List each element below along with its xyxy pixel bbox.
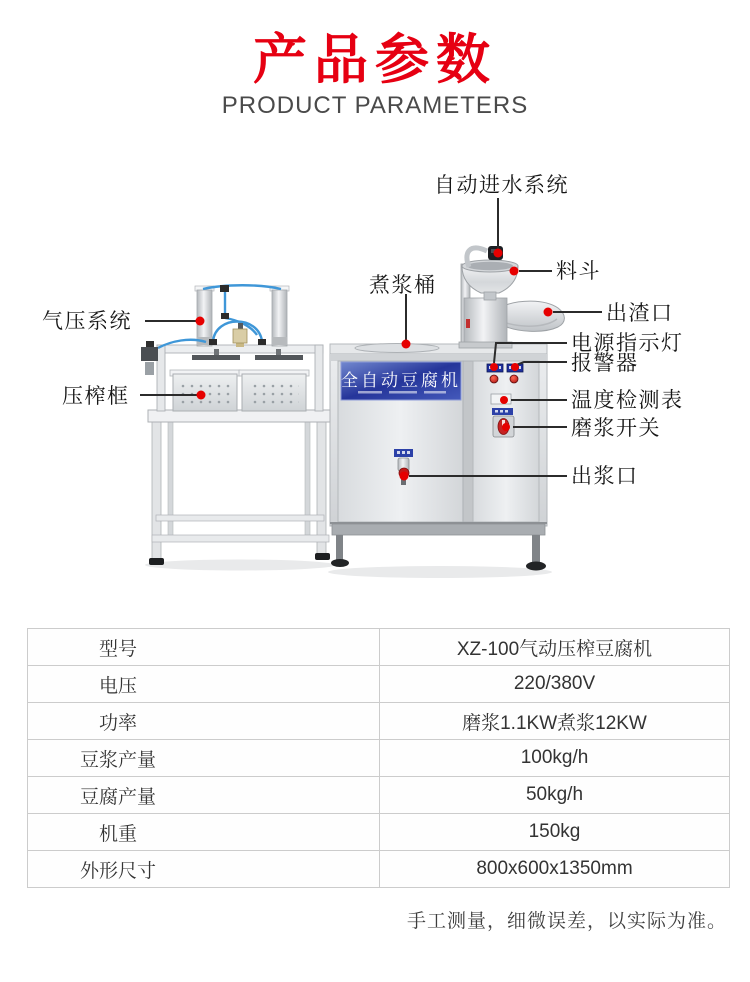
param-label: 豆腐产量 (79, 786, 156, 808)
pneumatic-tubes (158, 285, 281, 348)
alarm-led (510, 375, 518, 383)
cabinet-feet (331, 535, 546, 571)
cabinet-unit (330, 344, 547, 571)
param-label-cell (28, 666, 380, 703)
boiler-rim (355, 344, 439, 353)
label-power-light: 电源指示灯 (571, 332, 684, 355)
table-row (28, 629, 730, 666)
machine-panel-title: 全自动豆腐机 (341, 371, 461, 391)
brand-panel (341, 362, 461, 400)
param-label-cell (28, 814, 380, 851)
measurement-note: 手工测量，细微误差，以实际为准。 (406, 911, 727, 932)
parameters-table (27, 628, 730, 888)
param-label-cell (28, 851, 380, 888)
param-value-cell: 50kg/h (380, 777, 730, 814)
table-row (28, 666, 730, 703)
param-value-cell: 150kg (380, 814, 730, 851)
power-led (490, 375, 498, 383)
param-value-cell: 100kg/h (380, 740, 730, 777)
label-press-frame: 压榨框 (62, 385, 130, 408)
param-label-cell (28, 777, 380, 814)
param-label-cell (28, 740, 380, 777)
label-pulp-outlet: 出浆口 (571, 465, 639, 488)
page-title: 产品参数 (253, 27, 497, 91)
shadow-cabinet (328, 566, 552, 578)
param-label-cell (28, 703, 380, 740)
param-label-cell (28, 629, 380, 666)
pneumatic-valve (233, 329, 247, 343)
table-row (28, 740, 730, 777)
label-grind-switch: 磨浆开关 (571, 417, 661, 440)
param-label: 外形尺寸 (79, 860, 156, 882)
label-slag-outlet: 出渣口 (606, 302, 674, 325)
machine-diagram (0, 158, 750, 620)
param-value-cell: 800x600x1350mm (380, 851, 730, 888)
parameters-table-body (28, 629, 730, 888)
label-temp-gauge: 温度检测表 (571, 389, 684, 412)
grinder-unit (459, 246, 564, 348)
shadow-left-unit (145, 560, 335, 571)
param-label: 电压 (98, 675, 137, 697)
label-air-system: 气压系统 (42, 310, 132, 333)
air-filter-regulator (141, 341, 158, 375)
cabinet-right-door (473, 361, 539, 522)
label-alarm: 报警器 (571, 352, 639, 375)
param-value-cell: 220/380V (380, 666, 730, 703)
param-label: 机重 (98, 823, 137, 845)
param-label: 功率 (98, 712, 137, 734)
press-unit (141, 285, 330, 565)
table-row (28, 703, 730, 740)
page-subtitle: PRODUCT PARAMETERS (221, 92, 529, 119)
press-boxes (170, 370, 309, 411)
label-boiler-barrel: 煮浆桶 (369, 274, 437, 297)
label-hopper: 料斗 (556, 260, 601, 283)
param-value-cell: XZ-100气动压榨豆腐机 (380, 629, 730, 666)
table-row (28, 777, 730, 814)
header (0, 0, 750, 120)
param-label: 型号 (98, 638, 137, 660)
label-auto-water-system: 自动进水系统 (434, 174, 569, 197)
grinder-body (464, 298, 507, 346)
table-row (28, 851, 730, 888)
param-value-cell: 磨浆1.1KW煮浆12KW (380, 703, 730, 740)
table-row (28, 814, 730, 851)
param-label: 豆浆产量 (79, 749, 156, 771)
